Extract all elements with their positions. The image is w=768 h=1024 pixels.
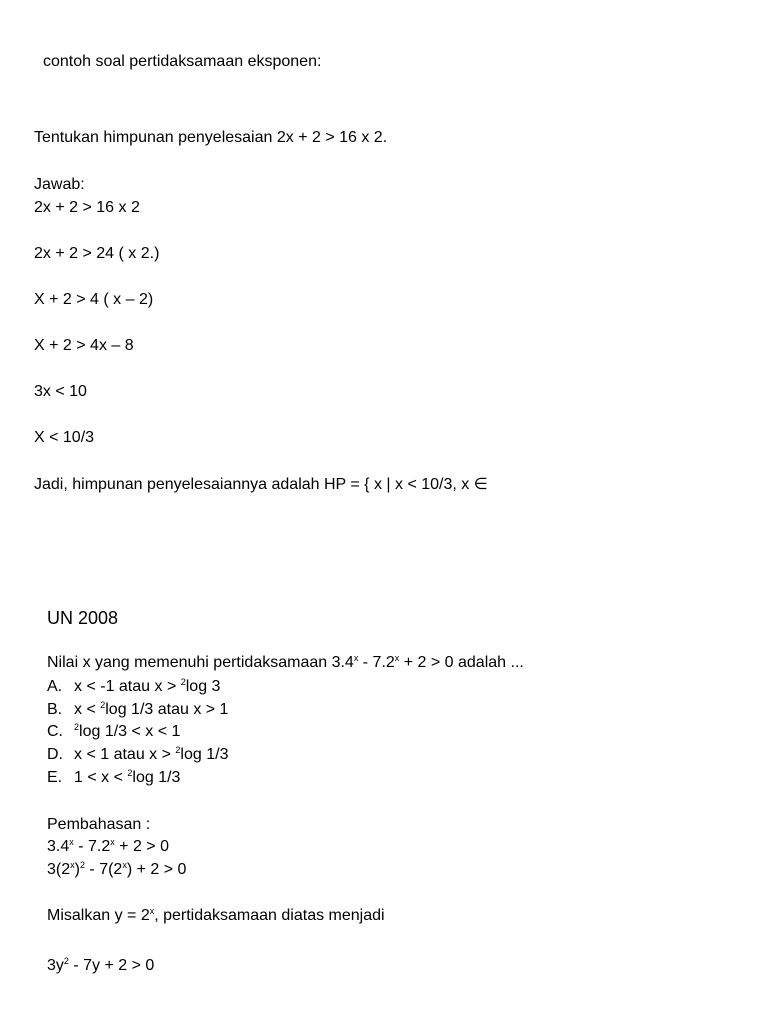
step-6: X < 10/3 [34, 429, 95, 446]
work-line-1: $3.4^x - 7.2^x + 2 > 0$ [47, 837, 169, 855]
substitution-line: Misalkan $y = 2^x$, pertidaksamaan diatas menjadi [47, 906, 385, 924]
problem-statement: Tentukan himpunan penyelesaian 2x + 2 > 16 x 2. [34, 129, 388, 146]
step-3: X + 2 > 4 ( x – 2) [34, 291, 154, 308]
question: Nilai x yang memenuhi pertidaksamaan $3.4^x - 7.2^x + 2 > 0$ adalah ... [47, 653, 524, 671]
option-b: B. x < $^2$log 1/3 atau x > 1 [47, 700, 229, 718]
option-c: C. $^2$log 1/3 < x < 1 [47, 722, 181, 740]
option-d: D. x < 1 atau x > $^2$log 1/3 [47, 745, 229, 763]
step-1: 2x + 2 > 16 x 2 [34, 199, 140, 216]
option-e: E. 1 < x < $^2$log 1/3 [47, 768, 181, 786]
step-4: X + 2 > 4x – 8 [34, 337, 134, 354]
answer-label: Jawab: [34, 176, 85, 193]
conclusion: Jadi, himpunan penyelesaiannya adalah HP = { x | x < 10/3, x ∈ [34, 476, 488, 493]
result-line: $3y^2 - 7y + 2 > 0$ [47, 956, 155, 974]
step-5: 3x < 10 [34, 383, 87, 400]
section-1-heading: contoh soal pertidaksamaan eksponen: [43, 53, 322, 70]
exam-title: UN 2008 [47, 608, 119, 628]
work-line-2: $3(2^x)^2 - 7(2^x) + 2 > 0$ [47, 860, 187, 878]
option-a: A. x < -1 atau x > $^2$log 3 [47, 677, 221, 695]
step-2: 2x + 2 > 24 ( x 2.) [34, 245, 160, 262]
discussion-label: Pembahasan : [47, 816, 151, 833]
